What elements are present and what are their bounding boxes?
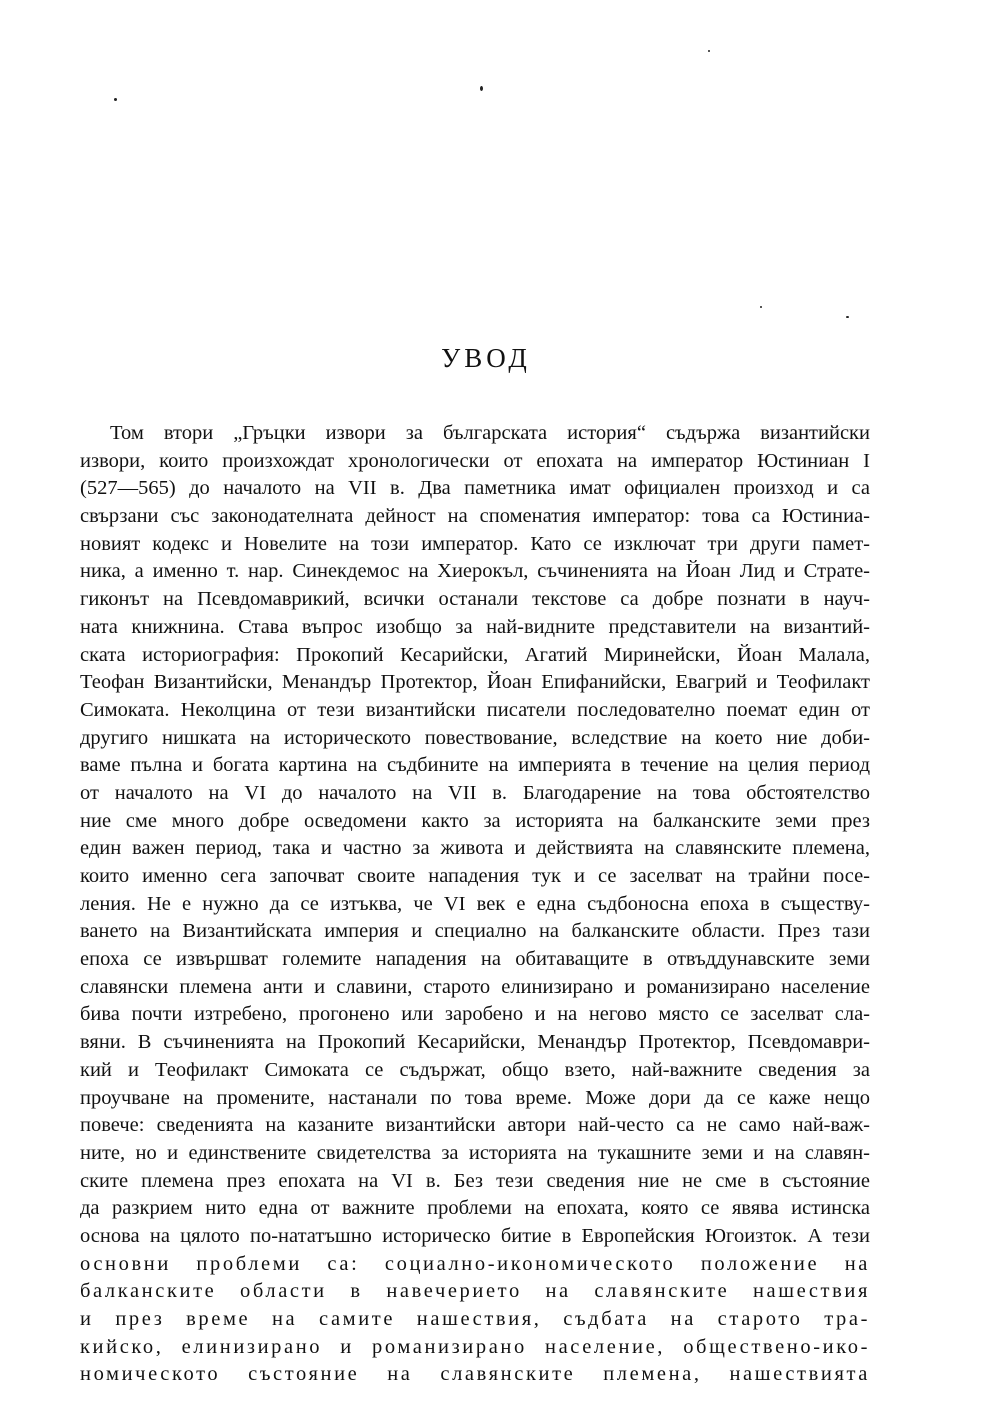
text-line: ние сме много добре осведомени както за историята на балканските земи през [80, 809, 870, 832]
text-line-spaced: номическото състояние на славянските племена, нашествията [80, 1363, 870, 1386]
print-speck [114, 98, 117, 101]
print-speck [846, 316, 849, 318]
text-line: ления. Не е нужно да се изтъква, че VI век е една съдбоносна епоха в съществу- [80, 892, 870, 915]
text-line: извори, които произхождат хронологически от епохата на император Юстиниан I [80, 449, 870, 472]
print-speck [480, 86, 483, 91]
text-line: свързани със законодателната дейност на споменатия император: това са Юстиниа- [80, 505, 870, 528]
text-line: Том втори „Гръцки извори за българската история“ съдържа византийски [110, 422, 870, 444]
text-line: Симоката. Неколцина от тези византийски писатели последователно поемат един от [80, 698, 870, 721]
text-line: един важен период, така и частно за живота и действията на славянските племена, [80, 837, 870, 860]
body-text [80, 420, 870, 1389]
text-line: ските племена през епохата на VI в. Без тези сведения ние не сме в състояние [80, 1169, 870, 1192]
text-line: гиконът на Псевдомаврикий, всички останали текстове са добре познати в науч- [80, 588, 870, 611]
text-line: ната книжнина. Става въпрос изобщо за най-видните представители на византий- [80, 615, 870, 638]
text-line: да разкрием нито една от важните проблеми на епохата, която се явява истинска [80, 1197, 870, 1220]
print-speck [760, 306, 762, 308]
text-line: ните, но и единствените свидетелства за историята на тукашните земи и на славян- [80, 1141, 870, 1164]
text-line: ваме пълна и богата картина на съдбините на империята в течение на целия период [80, 754, 870, 777]
text-line: проучване на промените, настанали по това време. Може дори да се каже нещо [80, 1086, 870, 1109]
print-speck [708, 50, 710, 52]
text-line-spaced: кийско, елинизирано и романизирано население, обществено-ико- [80, 1335, 870, 1358]
text-line: ването на Византийската империя и специално на балканските области. През тази [80, 920, 870, 943]
page-title: УВОД [441, 343, 531, 373]
text-line: кий и Теофилакт Симоката се съдържат, общо взето, най-важните сведения за [80, 1058, 870, 1081]
text-line-spaced: балканските области в навечерието на славянските нашествия [80, 1280, 870, 1303]
text-line: които именно сега започват своите нападения тук и се заселват на трайни посе- [80, 865, 870, 887]
text-line: ника, а именно т. нар. Синекдемос на Хиерокъл, съчиненията на Йоан Лид и Страте- [80, 560, 870, 583]
text-line: вяни. В съчиненията на Прокопий Кесарийски, Менандър Протектор, Псевдомаври- [80, 1031, 870, 1054]
text-line: бива почти изтребено, прогонено или заробено и на негово място се заселват сла- [80, 1003, 870, 1026]
text-line: ската историография: Прокопий Кесарийски, Агатий Миринейски, Йоан Малала, [80, 643, 870, 666]
text-line: (527—565) до началото на VII в. Два паметника имат официален произход и са [80, 477, 870, 500]
text-line: новият кодекс и Новелите на този император. Като се изключат три други памет- [80, 532, 870, 555]
text-line: от началото на VI до началото на VII в. Благодарение на това обстоятелство [80, 781, 870, 804]
text-line: епоха се извършват големите нападения на обитаващите в отвъддунавските земи [80, 948, 870, 971]
text-line: повече: сведенията на казаните византийски автори най-често са не само най-важ- [80, 1114, 870, 1137]
text-line-spaced: основни проблеми са: социално-икономическото положение на [80, 1252, 870, 1275]
text-line: славянски племена анти и славини, старото елинизирано и романизирано население [80, 975, 870, 998]
text-line-spaced: и през време на самите нашествия, съдбата на старото тра- [80, 1308, 870, 1330]
text-line: другиго нишката на историческото повествование, вследствие на което ние доби- [80, 726, 870, 749]
text-line: основа на цялото по-нататъшно историческо битие в Европейския Югоизток. А тези [80, 1224, 870, 1247]
text-line: Теофан Византийски, Менандър Протектор, Йоан Епифанийски, Евагрий и Теофилакт [80, 671, 870, 694]
